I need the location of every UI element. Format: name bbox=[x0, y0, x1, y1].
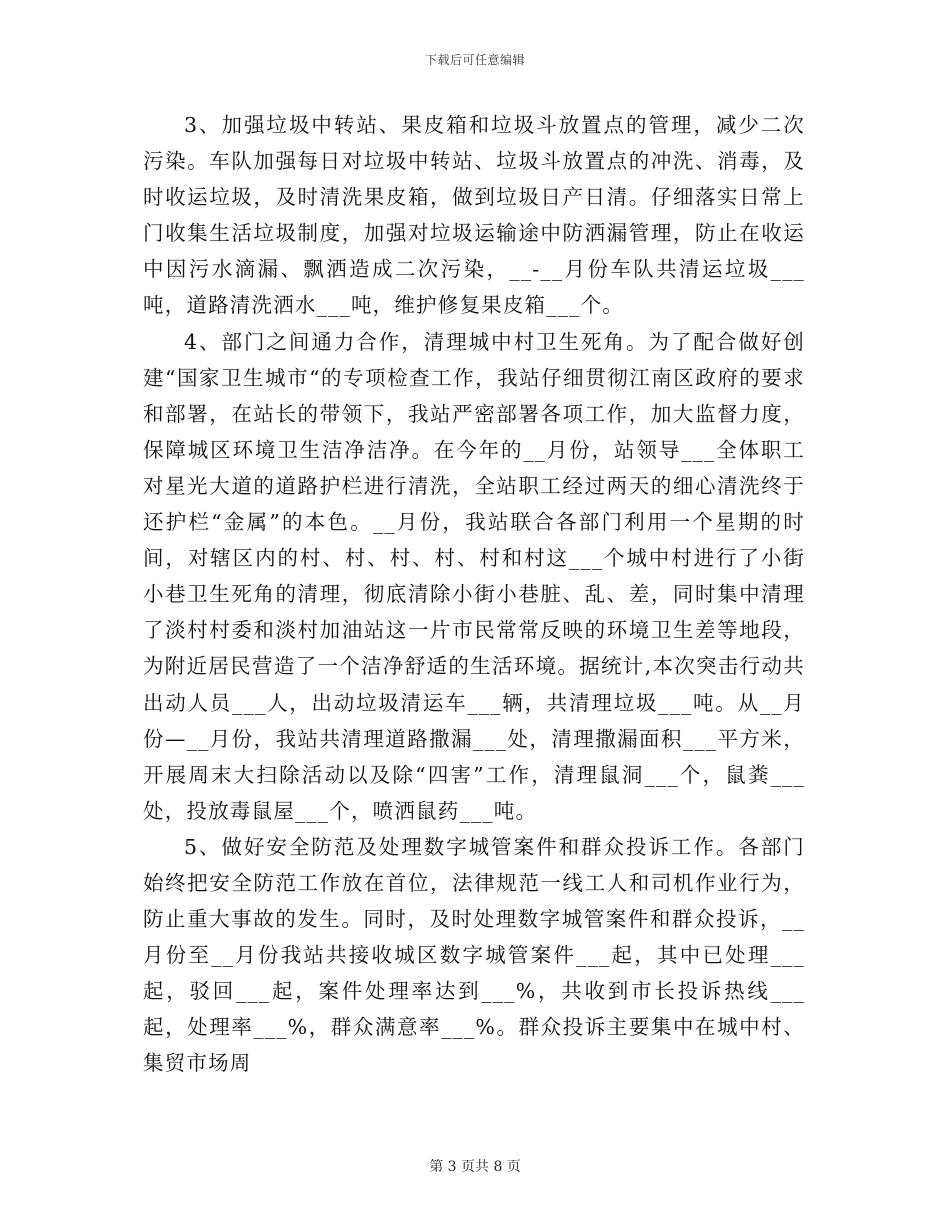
page-number-footer: 第 3 页共 8 页 bbox=[429, 1159, 521, 1175]
paragraph-item-4: 4、部门之间通力合作，清理城中村卫生死角。为了配合做好创建“国家卫生城市“的专项检查工作，我站仔细贯彻江南区政府的要求和部署，在站长的带领下，我站严密部署各项工作，加大监督力度，保障城区环境卫生洁净洁净。在今年的__月份，站领导___全体职工对星光大道的道路护栏进行清洗，全站职工经过两天的细心清洗终于还护栏“金属”的本色。__月份，我站联合各部门利用一个星期的时间，对辖区内的村、村、村、村、村和村这___个城中村进行了小街小巷卫生死角的清理，彻底清除小街小巷脏、乱、差，同时集中清理了淡村村委和淡村加油站这一片市民常常反映的环境卫生差等地段，为附近居民营造了一个洁净舒适的生活环境。据统计,本次突击行动共出动人员___人，出动垃圾清运车___辆，共清理垃圾___吨。从__月份—__月份，我站共清理道路撒漏___处，清理撒漏面积___平方米，开展周末大扫除活动以及除“四害”工作，清理鼠洞___个，鼠粪___处，投放毒鼠屋___个，喷洒鼠药___吨。 bbox=[143, 329, 805, 823]
paragraph-item-3: 3、加强垃圾中转站、果皮箱和垃圾斗放置点的管理，减少二次污染。车队加强每日对垃圾中转站、垃圾斗放置点的冲洗、消毒，及时收运垃圾，及时清洗果皮箱，做到垃圾日产日清。仔细落实日常上门收集生活垃圾制度，加强对垃圾运输途中防洒漏管理，防止在收运中因污水滴漏、飘洒造成二次污染，__-__月份车队共清运垃圾___吨，道路清洗洒水___吨，维护修复果皮箱___个。 bbox=[143, 113, 805, 318]
page-header: 下载后可任意编辑 bbox=[424, 53, 525, 67]
paragraph-item-5: 5、做好安全防范及处理数字城管案件和群众投诉工作。各部门始终把安全防范工作放在首位，法律规范一线工人和司机作业行为，防止重大事故的发生。同时，及时处理数字城管案件和群众投诉，__月份至__月份我站共接收城区数字城管案件___起，其中已处理___起，驳回___起，案件处理率达到___%，共收到市长投诉热线___起，处理率___%，群众满意率___%。群众投诉主要集中在城中村、集贸市场周 bbox=[143, 834, 805, 1076]
document-body bbox=[143, 107, 805, 1082]
